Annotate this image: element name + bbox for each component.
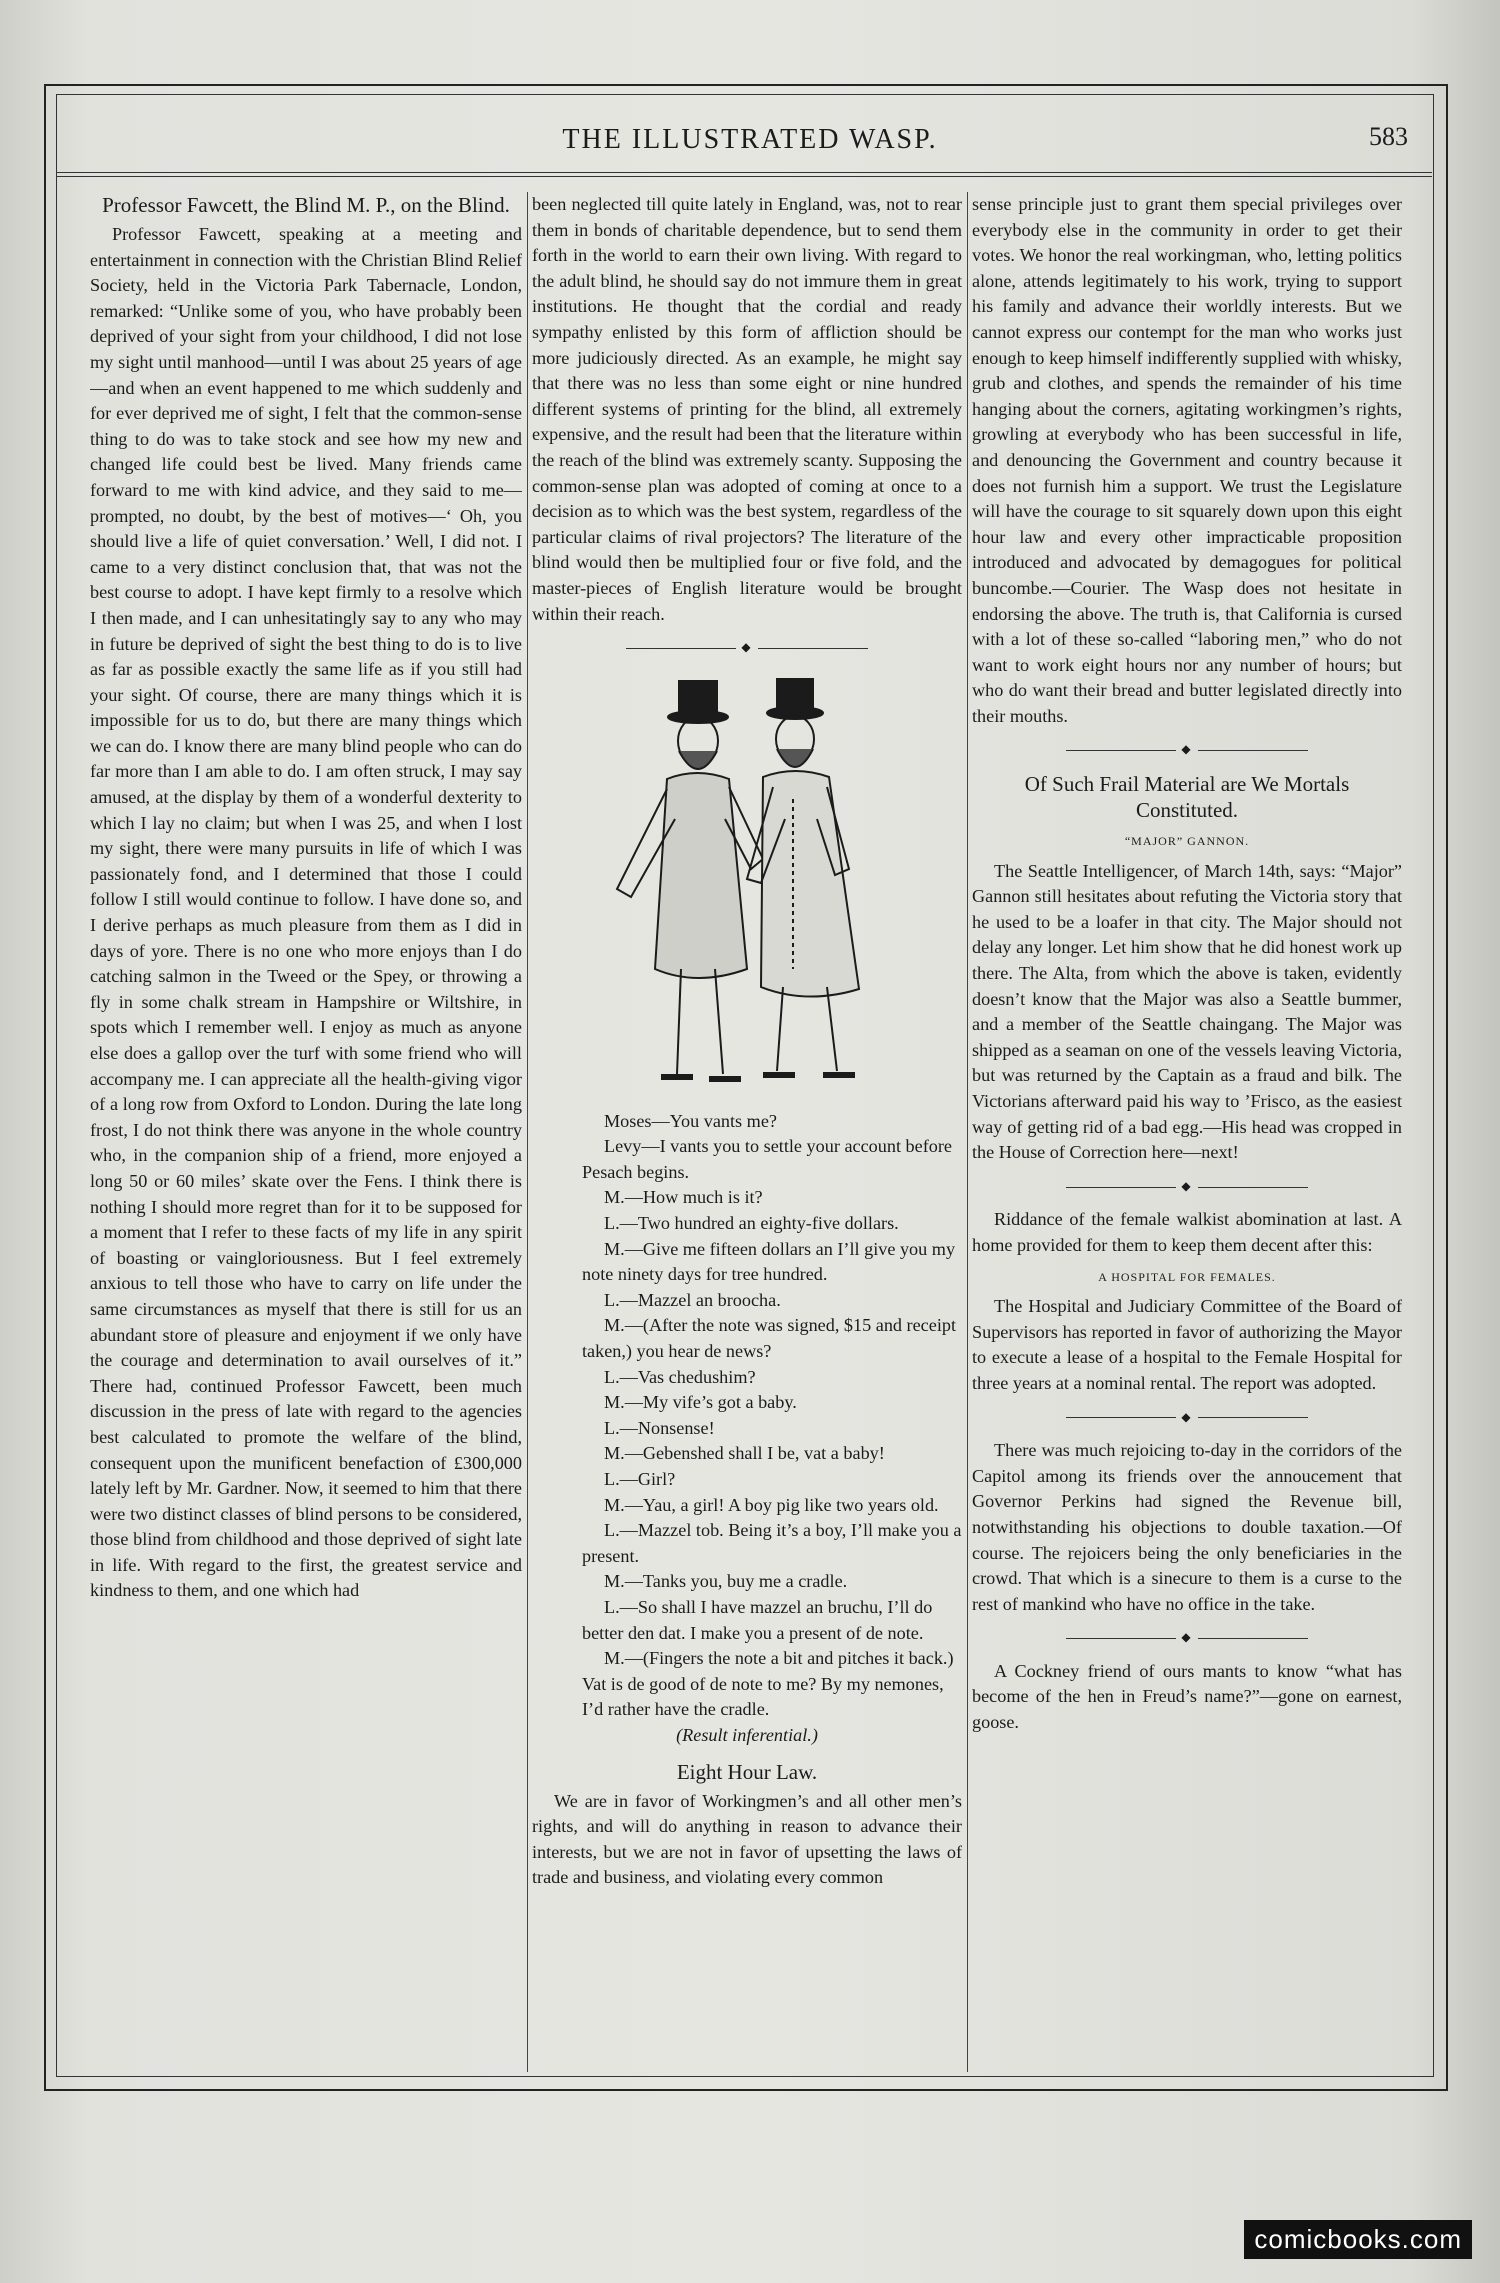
dialogue-line: M.—Gebenshed shall I be, vat a baby! xyxy=(604,1443,885,1464)
dialogue-line: L.—Two hundred an eighty-five dollars. xyxy=(604,1213,899,1234)
page-number: 583 xyxy=(1369,122,1408,151)
dialogue-line: M.—Give me fifteen dollars an I’ll give you my note ninety days for tree hundred. xyxy=(582,1238,956,1285)
dialogue-line: M.—How much is it? xyxy=(604,1187,763,1208)
column-2 xyxy=(532,192,962,2072)
article-subheading-hospital: A HOSPITAL FOR FEMALES. xyxy=(1098,1269,1276,1284)
column-1 xyxy=(90,192,522,2072)
watermark: comicbooks.com xyxy=(1244,2220,1472,2259)
section-divider: ◆ xyxy=(532,635,962,661)
dialogue-result: (Result inferential.) xyxy=(676,1724,818,1745)
article-body-eight-hour-continued: sense principle just to grant them special privileges over everybody else in the community in order to get their votes. We honor the real workingman, who, letting politics alone, attends legitimately to his work, trying to support his family and advance their worldly interests. But we cannot express our contempt for the man who works just enough to keep himself indifferently supplied with whisky, grub and clothes, and spends the remainder of his time hanging about the corners, agitating workingmen’s rights, growling at everybody who has been successful in life, and denouncing the Government and country because it does not furnish him a support. We trust the Legislature will have the courage to sit squarely down upon this eight hour law and every other impracticable proposition introduced and advocated by demagogues for political buncombe.—Courier. The Wasp does not hesitate in endorsing the above. The truth is, that California is cursed with a lot of these so-called “laboring men,” who do not want to work eight hours nor any number of hours; but who do want their bread and butter legislated directly into their mouths. xyxy=(972,194,1402,726)
dialogue-line: L.—Mazzel tob. Being it’s a boy, I’ll make you a present. xyxy=(582,1520,962,1566)
dialogue-line: L.—So shall I have mazzel an bruchu, I’ll do better den dat. I make you a present of de note. xyxy=(582,1596,933,1643)
article-body-eight-hour-law: We are in favor of Workingmen’s and all other men’s rights, and will do anything in reason to advance their interests, but we are not in favor of upsetting the laws of trade and business, and violating every common xyxy=(532,1790,962,1888)
cartoon-illustration xyxy=(597,669,897,1099)
column-3 xyxy=(972,192,1402,2072)
dialogue-line: M.—Tanks you, buy me a cradle. xyxy=(604,1571,848,1592)
article-body-fawcett: Professor Fawcett, speaking at a meeting and entertainment in connection with the Christian Blind Relief Society, held in the Victoria Park Tabernacle, London, remarked: “Unlike some of you, who have probably been deprived of your sight from your childhood, I did not lose my sight until manhood—until I was about 25 years of age—and when an event happened to me which suddenly and for ever deprived me of sight, I felt that the common-sense thing to do was to take stock and see how my new and changed life could best be lived. Many friends came forward to me with kind advice, and they said to me—prompted, no doubt, by the best of motives—‘ Oh, you should live a life of quiet conversation.’ Well, I did not. I came to a very distinct conclusion that, that was not the best course to adopt. I have kept firmly to a resolve which I then made, and I can unhesitatingly say to any who may in future be deprived of sight the best thing to do is to live as far as possible exactly the same life as if you still had your sight. Of course, there are many things which it is impossible for us to do, but there are many things which we can do. I know there are many blind people who can do far more than I am able to do. I am often struck, I may say amused, at the display by them of a wonderful dexterity to which I lay no claim; but when I was 25, and when I lost my sight, there were many pursuits in life of which I was passionately fond, and I determined that those I could follow I still would continue to follow. I have done so, and I derive perhaps as much pleasure from them as I did in days of yore. There is no one who more enjoys than I do catching salmon in the Tweed or the Spey, or throwing a fly in some chalk stream in Hampshire or Wiltshire, in spots which I remember well. I enjoy as much as anyone else does a gallop over the turf with some friend who will accompany me. I can appreciate all the health-giving vigor of a long row from Oxford to London. During the late long frost, I do not think there was anyone in the whole country who, in the companion ship of a friend, more enjoyed a long 50 or 60 miles’ skate over the Fens. I think there is nothing I should more regret than for it to be supposed for a moment that I refer to these facts of my life in any spirit of boasting or vaingloriousness. But I feel extremely anxious to tell those who have to carry on life under the same circumstances as myself that there is still for us an abundant store of pleasure and enjoyment if we only have the courage and determination to avail ourselves of it.” There had, continued Professor Fawcett, been much discussion in the press of late with regard to the agencies best calculated to promote the welfare of the blind, consequent upon the munificent benefaction of £300,000 lately left by Mr. Gardner. Now, it seemed to him that there were two distinct classes of blind persons to be considered, those blind from childhood and those deprived of sight late in life. With regard to the first, the greatest service and kindness to them, and one which had xyxy=(90,224,522,1601)
header-rule xyxy=(56,172,1432,173)
article-body-continued: been neglected till quite lately in England, was, not to rear them in bonds of charitable dependence, but to send them forth in the world to earn their own living. With regard to the adult blind, he should say do not immure them in great institutions. He thought that the cordial and ready sympathy enlisted by this form of affliction should be more judiciously directed. As an example, he might say that there was no less than some eight or nine hundred different systems of printing for the blind, all extremely expensive, and the result had been that the literature within the reach of the blind was extremely scanty. Supposing the common-sense plan was adopted of coming at once to a decision as to which was the best system, regardless of the particular claims of rival projectors? The literature of the blind would then be multiplied four or five fold, and the master-pieces of English literature would be brought within their reach. xyxy=(532,194,962,624)
section-divider: ◆ xyxy=(972,1405,1402,1431)
article-heading-frail-material: Of Such Frail Material are We Mortals Constituted. xyxy=(1024,772,1350,823)
section-divider: ◆ xyxy=(972,1174,1402,1200)
dialogue-line: M.—(Fingers the note a bit and pitches it back.) Vat is de good of de note to me? By my nemones, I’d rather have the cradle. xyxy=(582,1648,954,1720)
dialogue-line: M.—My vife’s got a baby. xyxy=(604,1392,797,1413)
article-heading-fawcett: Professor Fawcett, the Blind M. P., on the Blind. xyxy=(102,193,510,217)
dialogue-line: Moses—You vants me? xyxy=(604,1110,777,1131)
column-rule-1 xyxy=(527,192,528,2072)
article-body-revenue-bill: There was much rejoicing to-day in the corridors of the Capitol among its friends over the annoucement that Governor Perkins had signed the Revenue bill, notwithstanding his objections to double taxation.—Of course. The rejoicers being the only beneficiaries in the crowd. That which is a sinecure to them is a curse to the rest of mankind who have no office in the take. xyxy=(972,1440,1402,1614)
dialogue-line: L.—Girl? xyxy=(604,1469,676,1489)
article-heading-eight-hour-law: Eight Hour Law. xyxy=(676,1759,818,1784)
dialogue-block xyxy=(532,1109,962,1723)
dialogue-line: L.—Vas chedushim? xyxy=(604,1366,756,1387)
article-body-cockney: A Cockney friend of ours mants to know “what has become of the hen in Freud’s name?”—gone on earnest, goose. xyxy=(972,1660,1402,1733)
section-divider: ◆ xyxy=(972,737,1402,763)
dialogue-line: M.—Yau, a girl! A boy pig like two years old. xyxy=(604,1494,939,1515)
article-body-hospital: The Hospital and Judiciary Committee of the Board of Supervisors has reported in favor of authorizing the Mayor to execute a lease of a hospital to the Female Hospital for three years at a nominal rental. The report was adopted. xyxy=(972,1296,1402,1393)
section-divider: ◆ xyxy=(972,1625,1402,1651)
header-rule-double xyxy=(56,176,1432,177)
article-subheading-gannon: “MAJOR” GANNON. xyxy=(1124,834,1250,849)
column-rule-2 xyxy=(967,192,968,2072)
article-body-gannon: The Seattle Intelligencer, of March 14th, says: “Major” Gannon still hesitates about refuting the Victoria story that he used to be a loafer in that city. The Major should not delay any longer. Let him show that he did honest work up there. The Alta, from which the above is taken, evidently doesn’t know that the Major was also a Seattle bummer, and a member of the Seattle chaingang. The Major was shipped as a seaman on one of the vessels leaving Victoria, but was returned by the Captain as a fraud and bilk. The Victorians afterward paid his way to ’Frisco, as the easiest way of getting rid of a bad egg.—His head was cropped in the House of Correction here—next! xyxy=(972,860,1402,1163)
masthead-title: THE ILLUSTRATED WASP. xyxy=(562,124,938,155)
dialogue-line: M.—(After the note was signed, $15 and receipt taken,) you hear de news? xyxy=(582,1315,957,1362)
article-body-walkist: Riddance of the female walkist abomination at last. A home provided for them to keep them decent after this: xyxy=(972,1209,1402,1255)
dialogue-line: Levy—I vants you to settle your account before Pesach begins. xyxy=(582,1136,952,1182)
dialogue-line: L.—Mazzel an broocha. xyxy=(604,1289,781,1310)
dialogue-line: L.—Nonsense! xyxy=(604,1417,715,1438)
